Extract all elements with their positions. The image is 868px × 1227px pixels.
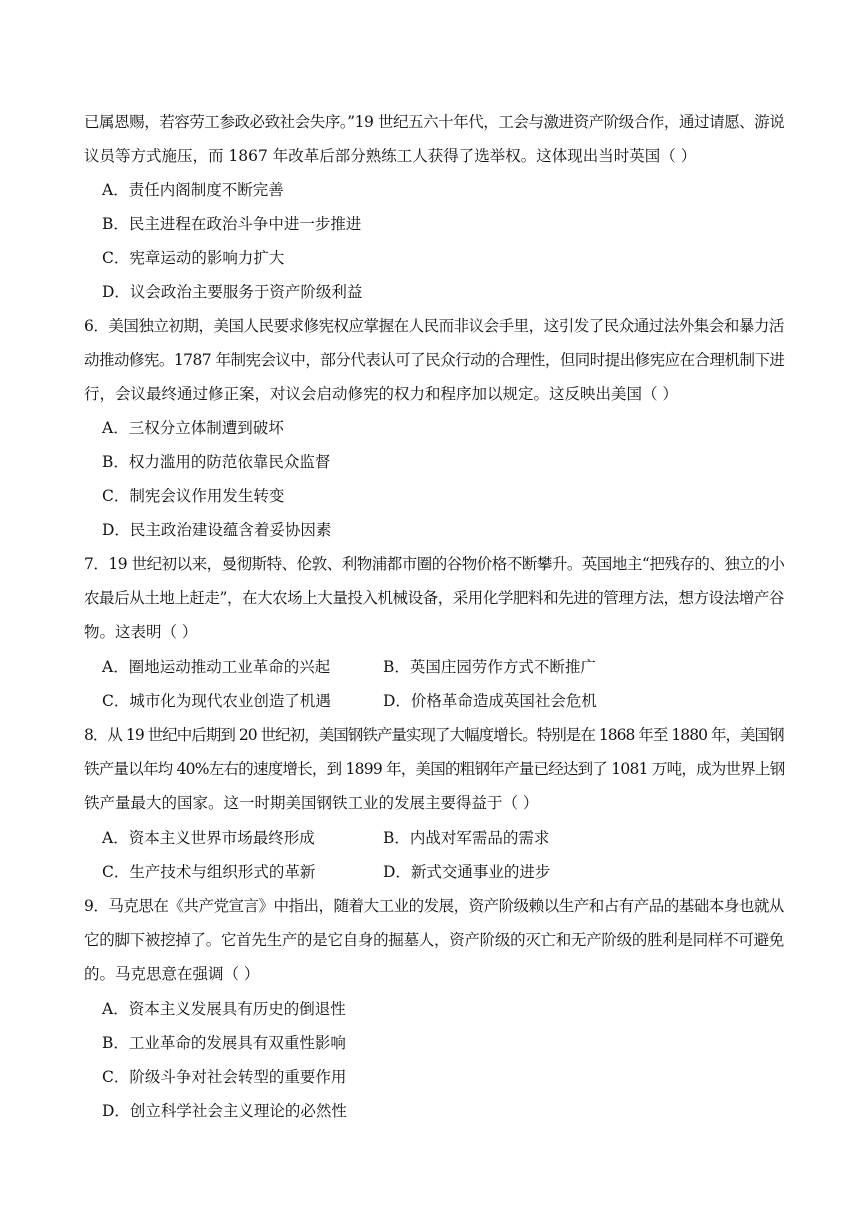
q7-stem-line-3: 物。这表明（ ）	[84, 623, 198, 641]
q6-stem-line-1: 6．美国独立初期，美国人民要求修宪权应掌握在人民而非议会手里，这引发了民众通过法外集会和暴力活	[84, 317, 784, 335]
q8-stem-line-1: 8．从 19 世纪中后期到 20 世纪初，美国钢铁产量实现了大幅度增长。特别是在 1868 年至 1880 年，美国钢	[84, 726, 784, 744]
q6-option-c: C．制宪会议作用发生转变	[102, 487, 285, 505]
q7-option-b: B．英国庄园劳作方式不断推广	[383, 658, 596, 676]
q7-stem-line-1: 7．19 世纪初以来，曼彻斯特、伦敦、利物浦都市圈的谷物价格不断攀升。英国地主“把残存的、独立的小	[84, 555, 785, 573]
q8-option-c: C．生产技术与组织形式的革新	[102, 863, 316, 881]
q7-option-c: C．城市化为现代农业创造了机遇	[102, 692, 331, 710]
q8-stem-line-2: 铁产量以年均 40%左右的速度增长，到 1899 年，美国的粗钢年产量已经达到了 1081 万吨，成为世界上钢	[84, 760, 785, 778]
q7-option-a: A．圈地运动推动工业革命的兴起	[102, 658, 331, 676]
q9-option-b: B．工业革命的发展具有双重性影响	[102, 1034, 346, 1052]
q6-option-a: A．三权分立体制遭到破坏	[102, 419, 284, 437]
q5-option-d: D．议会政治主要服务于资产阶级利益	[102, 283, 363, 301]
q5-stem-line-2: 议员等方式施压，而 1867 年改革后部分熟练工人获得了选举权。这体现出当时英国（ ）	[84, 147, 697, 165]
q9-stem-line-2: 它的脚下被挖掉了。它首先生产的是它自身的掘墓人，资产阶级的灭亡和无产阶级的胜利是同样不可避免	[84, 931, 785, 949]
q6-option-d: D．民主政治建设蕴含着妥协因素	[102, 521, 332, 539]
q5-stem-line-1: 已属恩赐，若容劳工参政必致社会失序。”19 世纪五六十年代，工会与激进资产阶级合作，通过请愿、游说	[84, 113, 785, 131]
q7-option-d: D．价格革命造成英国社会危机	[383, 692, 597, 710]
q9-option-c: C．阶级斗争对社会转型的重要作用	[102, 1068, 347, 1086]
q6-option-b: B．权力滥用的防范依靠民众监督	[102, 453, 331, 471]
q8-stem-line-3: 铁产量最大的国家。这一时期美国钢铁工业的发展主要得益于（ ）	[84, 794, 539, 812]
q6-stem-line-2: 动推动修宪。1787 年制宪会议中，部分代表认可了民众行动的合理性，但同时提出修宪应在合理机制下进	[84, 351, 785, 369]
q9-stem-line-1: 9．马克思在《共产党宣言》中指出，随着大工业的发展，资产阶级赖以生产和占有产品的基础本身也就从	[84, 897, 784, 915]
q7-stem-line-2: 农最后从土地上赶走”，在大农场上大量投入机械设备，采用化学肥料和先进的管理方法，想方设法增产谷	[84, 589, 784, 607]
q8-option-b: B．内战对军需品的需求	[383, 829, 550, 847]
q5-option-a: A．责任内阁制度不断完善	[102, 181, 284, 199]
q6-stem-line-3: 行，会议最终通过修正案，对议会启动修宪的权力和程序加以规定。这反映出美国（ ）	[84, 385, 678, 403]
q9-option-a: A．资本主义发展具有历史的倒退性	[102, 1000, 346, 1018]
q9-option-d: D．创立科学社会主义理论的必然性	[102, 1102, 347, 1120]
q5-option-c: C．宪章运动的影响力扩大	[102, 249, 285, 267]
q9-stem-line-3: 的。马克思意在强调（ ）	[84, 965, 260, 983]
q8-option-d: D．新式交通事业的进步	[383, 863, 551, 881]
q8-option-a: A．资本主义世界市场最终形成	[102, 829, 315, 847]
q5-option-b: B．民主进程在政治斗争中进一步推进	[102, 215, 362, 233]
